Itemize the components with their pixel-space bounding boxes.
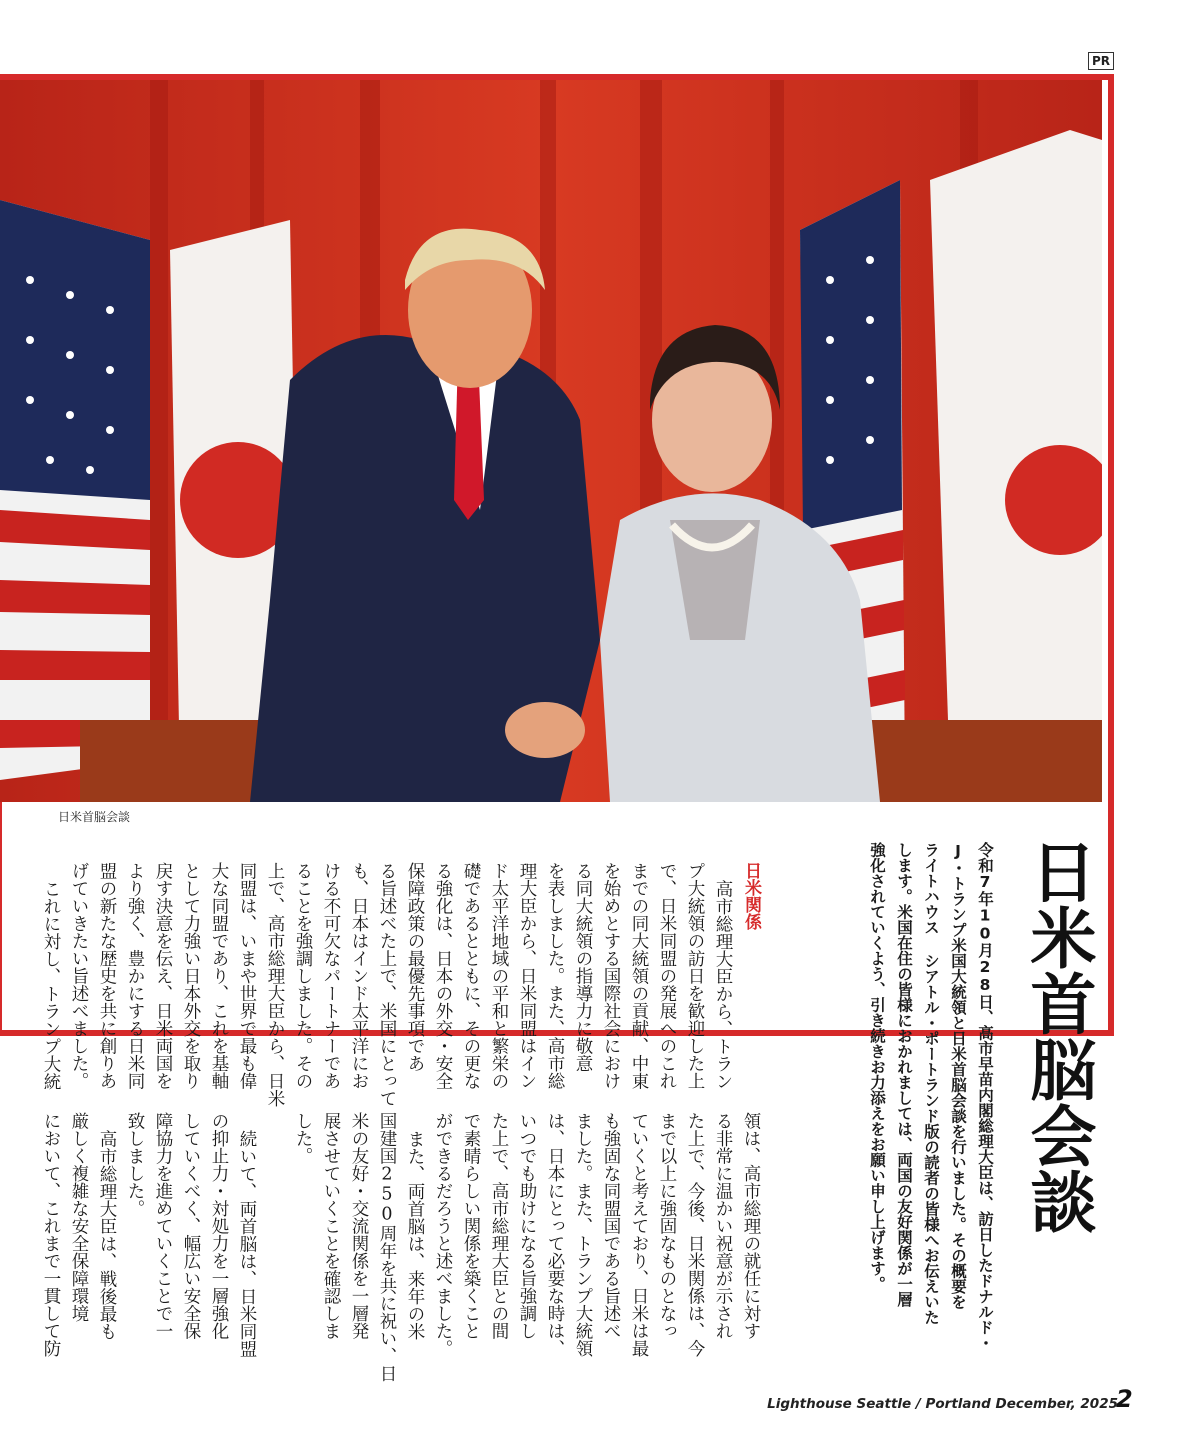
body-upper-line: る同大統領の指導力に敬意 — [573, 862, 593, 1072]
body-lower-line: 致しました。 — [125, 1112, 145, 1217]
body-lower-line: 米の友好・交流関係を一層発 — [349, 1112, 369, 1340]
lead-line-4: します。米国在住の皆様におかれましては、両国の友好関係が一層 — [895, 842, 913, 1307]
body-upper-line: ることを強調しました。その — [293, 862, 313, 1090]
body-upper-line: より強く、豊かにする日米同 — [125, 862, 145, 1090]
body-lower-line: 領は、高市総理の就任に対す — [741, 1112, 761, 1340]
photo-illustration — [0, 80, 1102, 802]
body-upper-line: 大な同盟であり、これを基軸 — [209, 862, 229, 1090]
body-upper-line: 保障政策の最優先事項であ — [405, 862, 425, 1072]
lead-line-1: 令和7年10月28日、高市早苗内閣総理大臣は、訪日したドナルド・ — [976, 842, 994, 1351]
body-upper-line: 理大臣から、日米同盟はイン — [517, 862, 537, 1090]
body-lower-line: において、これまで一貫して防 — [41, 1112, 61, 1357]
body-upper-line: プ大統領の訪日を歓迎した上 — [685, 862, 705, 1090]
publication-footer: Lighthouse Seattle / Portland December, 2025 — [767, 1396, 1118, 1412]
body-lower-line: 続いて、両首脳は、日米同盟 — [237, 1130, 257, 1358]
body-upper-line: として力強い日本外交を取り — [181, 862, 201, 1090]
chair-right — [870, 720, 1102, 802]
body-upper-line: を始めとする国際社会におけ — [601, 862, 621, 1090]
body-lower-line: また、両首脳は、来年の米 — [405, 1130, 425, 1340]
body-upper-line: これに対し、トランプ大統 — [41, 880, 61, 1090]
body-lower-line: まで以上に強固なものとなっ — [657, 1112, 677, 1340]
chair-left — [80, 720, 280, 802]
body-lower-line: 高市総理大臣は、戦後最も — [97, 1130, 117, 1340]
body-upper-line: も、日本はインド太平洋にお — [349, 862, 369, 1090]
photo-caption: 日米首脳会談 — [58, 810, 131, 824]
body-lower-line: た上で、今後、日米関係は、今 — [685, 1112, 705, 1357]
lead-line-5: 強化されていくよう、引き続きお力添えをお願い申し上げます。 — [868, 842, 886, 1292]
body-upper-line: 上で、高市総理大臣から、日米 — [265, 862, 285, 1107]
pr-badge: PR — [1088, 52, 1114, 70]
body-upper-line: ド太平洋地域の平和と繁栄の — [489, 862, 509, 1090]
body-lower-line: 厳しく複雑な安全保障環境 — [69, 1112, 89, 1322]
body-upper-line: を表しました。また、高市総 — [545, 862, 565, 1090]
body-upper-line: 盟の新たな歴史を共に創りあ — [97, 862, 117, 1090]
body-upper-line: 同盟は、いまや世界で最も偉 — [237, 862, 257, 1090]
page-number: 2 — [1116, 1385, 1133, 1413]
body-lower-line: で素晴らしい関係を築くこと — [461, 1112, 481, 1340]
body-lower-line: 展させていくことを確認しま — [321, 1112, 341, 1340]
lead-line-2: J・トランプ米国大統領と日米首脳会談を行いました。その概要を — [949, 842, 967, 1310]
body-lower-line: た上で、高市総理大臣との間 — [489, 1112, 509, 1340]
japan-flag-right — [930, 130, 1102, 780]
section-label: 日米関係 — [741, 862, 761, 930]
body-lower-line: 国建国250周年を共に祝い、日 — [377, 1112, 397, 1382]
photo-leaders-handshake — [0, 80, 1102, 802]
body-upper-line: 戻す決意を伝え、日米両国を — [153, 862, 173, 1090]
body-lower-line: いつでも助けになる旨強調し — [517, 1112, 537, 1340]
body-upper-line: げていきたい旨述べました。 — [69, 862, 89, 1090]
handshake — [505, 702, 585, 758]
body-upper-line: 高市総理大臣から、トラン — [713, 880, 733, 1090]
body-upper-line: までの同大統領の貢献、中東 — [629, 862, 649, 1090]
lead-line-3: ライトハウス シアトル・ポートランド版の読者の皆様へお伝えいた — [922, 842, 940, 1325]
body-lower-line: 障協力を進めていくことで一 — [153, 1112, 173, 1340]
body-lower-line: は、日本にとって必要な時は、 — [545, 1112, 565, 1357]
body-lower-line: る非常に温かい祝意が示され — [713, 1112, 733, 1340]
body-upper-line: で、日米同盟の発展へのこれ — [657, 862, 677, 1090]
body-lower-line: の抑止力・対処力を一層強化 — [209, 1112, 229, 1340]
body-lower-line: ました。また、トランプ大統領 — [573, 1112, 593, 1357]
article-title: 日米首脳会談 — [1019, 838, 1096, 1234]
us-flag-left — [0, 200, 150, 780]
body-lower-line: も強固な同盟国である旨述べ — [601, 1112, 621, 1340]
body-lower-line: した。 — [293, 1112, 313, 1165]
body-lower-line: していくべく、幅広い安全保 — [181, 1112, 201, 1340]
body-upper-line: ける不可欠なパートナーであ — [321, 862, 341, 1090]
body-upper-line: る旨述べた上で、米国にとって — [377, 862, 397, 1107]
body-lower-line: ができるだろうと述べました。 — [433, 1112, 453, 1357]
body-upper-line: る強化は、日本の外交・安全 — [433, 862, 453, 1090]
body-lower-line: ていくと考えており、日米は最 — [629, 1112, 649, 1357]
body-upper-line: 礎であるとともに、その更な — [461, 862, 481, 1090]
